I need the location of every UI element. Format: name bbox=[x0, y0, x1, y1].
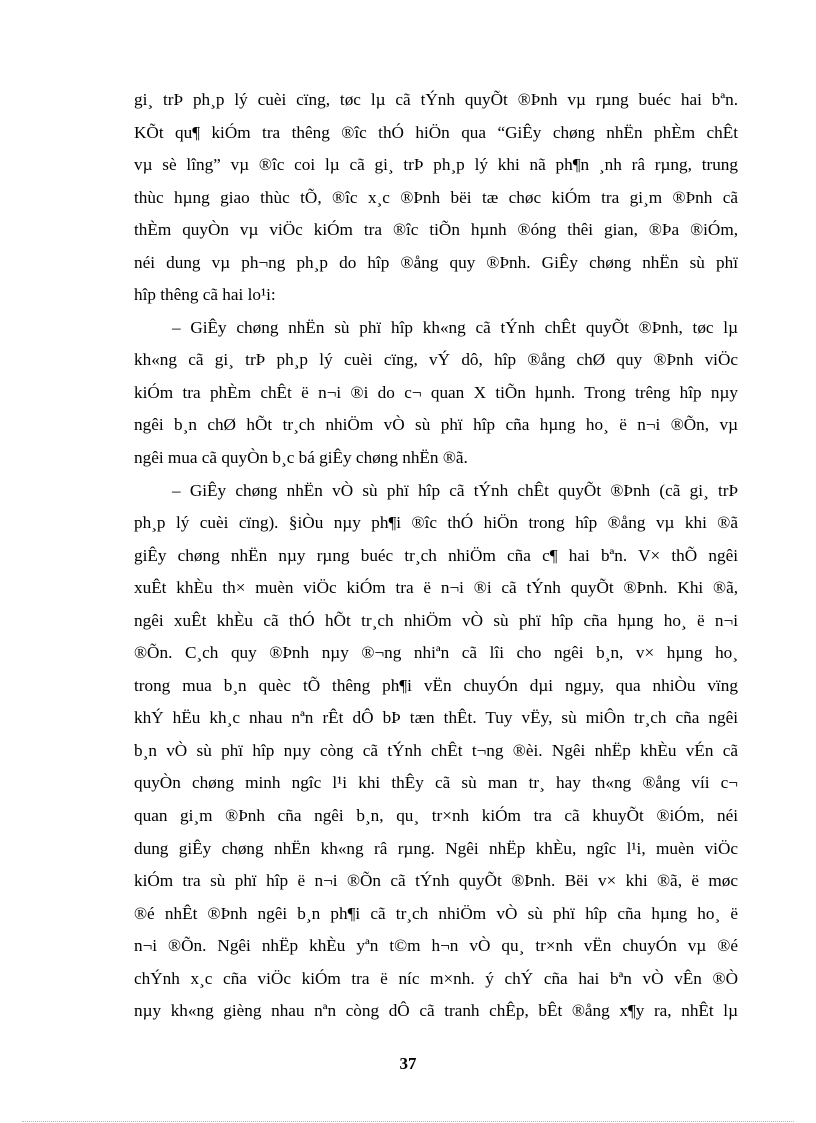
text-line: xuÊt khÈu th× muèn viÖc kiÓm tra ë n¬i ®i cã tÝnh quyÕt ®Þnh. Khi ®ã, bbox=[134, 578, 738, 598]
text-line: b¸n vÒ sù phï hîp nµy còng cã tÝnh chÊt t¬ng ®èi. Ngêi nhËp khÈu vÉn cã bbox=[134, 740, 738, 760]
text-line: khÝ hËu kh¸c nhau nªn rÊt dÔ bÞ tæn thÊt. Tuy vËy, sù miÔn tr¸ch cña ngêi bbox=[134, 708, 738, 728]
text-line: n¬i ®Õn. Ngêi nhËp khÈu yªn t©m h¬n vÒ qu¸ tr×nh vËn chuyÓn vµ ®é bbox=[134, 936, 738, 956]
text-line: thùc hµng giao thùc tÕ, ®îc x¸c ®Þnh bëi tæ chøc kiÓm tra gi¸m ®Þnh cã bbox=[134, 187, 738, 207]
text-line: – GiÊy chøng nhËn sù phï hîp kh«ng cã tÝnh chÊt quyÕt ®Þnh, tøc lµ bbox=[172, 317, 738, 337]
text-line: quyÒn chøng minh ngîc l¹i khi thÊy cã sù man tr¸ hay th«ng ®ång víi c¬ bbox=[134, 773, 738, 793]
text-line: ph¸p lý cuèi cïng). §iÒu nµy ph¶i ®îc thÓ hiÖn trong hîp ®ång vµ khi ®ã bbox=[134, 513, 738, 533]
text-line: kiÓm tra sù phï hîp ë n¬i ®Õn cã tÝnh quyÕt ®Þnh. Bëi v× khi ®ã, ë møc bbox=[134, 871, 738, 891]
paragraph-2 bbox=[134, 312, 738, 475]
text-line: ngêi b¸n chØ hÕt tr¸ch nhiÖm vÒ sù phï hîp cña hµng ho¸ ë n¬i ®Õn, vµ bbox=[134, 415, 738, 435]
text-line: hîp thêng cã hai lo¹i: bbox=[134, 285, 276, 305]
paragraph-1 bbox=[134, 84, 738, 312]
text-line: kh«ng cã gi¸ trÞ ph¸p lý cuèi cïng, vÝ dô, hîp ®ång chØ quy ®Þnh viÖc bbox=[134, 350, 738, 370]
text-line: kiÓm tra phÈm chÊt ë n¬i ®i do c¬ quan X tiÕn hµnh. Trong trêng hîp nµy bbox=[134, 382, 738, 402]
text-line: chÝnh x¸c cña viÖc kiÓm tra ë níc m×nh. ý chÝ cña hai bªn vÒ vÊn ®Ò bbox=[134, 968, 738, 988]
text-line: nµy kh«ng gièng nhau nªn còng dÔ cã tranh chÊp, bÊt ®ång x¶y ra, nhÊt lµ bbox=[134, 1001, 738, 1021]
text-line: trong mua b¸n quèc tÕ thêng ph¶i vËn chuyÓn dµi ngµy, qua nhiÒu vïng bbox=[134, 675, 738, 695]
footer-divider bbox=[22, 1121, 794, 1122]
text-line: thÈm quyÒn vµ viÖc kiÓm tra ®îc tiÕn hµnh ®óng thêi gian, ®Þa ®iÓm, bbox=[134, 220, 738, 240]
text-line: néi dung vµ ph¬ng ph¸p do hîp ®ång quy ®Þnh. GiÊy chøng nhËn sù phï bbox=[134, 252, 738, 272]
paragraph-3 bbox=[134, 475, 738, 1028]
text-line: – GiÊy chøng nhËn vÒ sù phï hîp cã tÝnh chÊt quyÕt ®Þnh (cã gi¸ trÞ bbox=[172, 480, 738, 500]
page-number: 37 bbox=[399, 1054, 417, 1073]
text-line: quan gi¸m ®Þnh cña ngêi b¸n, qu¸ tr×nh kiÓm tra cã khuyÕt ®iÓm, néi bbox=[134, 806, 738, 826]
text-line: giÊy chøng nhËn nµy rµng buéc tr¸ch nhiÖm cña c¶ hai bªn. V× thÕ ngêi bbox=[134, 545, 738, 565]
text-line: vµ sè lîng” vµ ®îc coi lµ cã gi¸ trÞ ph¸p lý khi nã ph¶n ¸nh râ rµng, trung bbox=[134, 155, 738, 175]
page-body bbox=[134, 84, 738, 1028]
text-line: KÕt qu¶ kiÓm tra thêng ®îc thÓ hiÖn qua “GiÊy chøng nhËn phÈm chÊt bbox=[134, 122, 738, 142]
text-line: ®Õn. C¸ch quy ®Þnh nµy ®¬ng nhiªn cã lîi cho ngêi b¸n, v× hµng ho¸ bbox=[134, 643, 738, 663]
text-line: dung giÊy chøng nhËn kh«ng râ rµng. Ngêi nhËp khÈu, ngîc l¹i, muèn viÖc bbox=[134, 838, 738, 858]
text-line: gi¸ trÞ ph¸p lý cuèi cïng, tøc lµ cã tÝnh quyÕt ®Þnh vµ rµng buéc hai bªn. bbox=[134, 90, 738, 109]
text-line: ®é nhÊt ®Þnh ngêi b¸n ph¶i cã tr¸ch nhiÖm vÒ sù phï hîp cña hµng ho¸ ë bbox=[134, 903, 738, 923]
text-line: ngêi xuÊt khÈu cã thÓ hÕt tr¸ch nhiÖm vÒ sù phï hîp cña hµng ho¸ ë n¬i bbox=[134, 610, 738, 630]
text-line: ngêi mua cã quyÒn b¸c bá giÊy chøng nhËn ®ã. bbox=[134, 448, 468, 468]
